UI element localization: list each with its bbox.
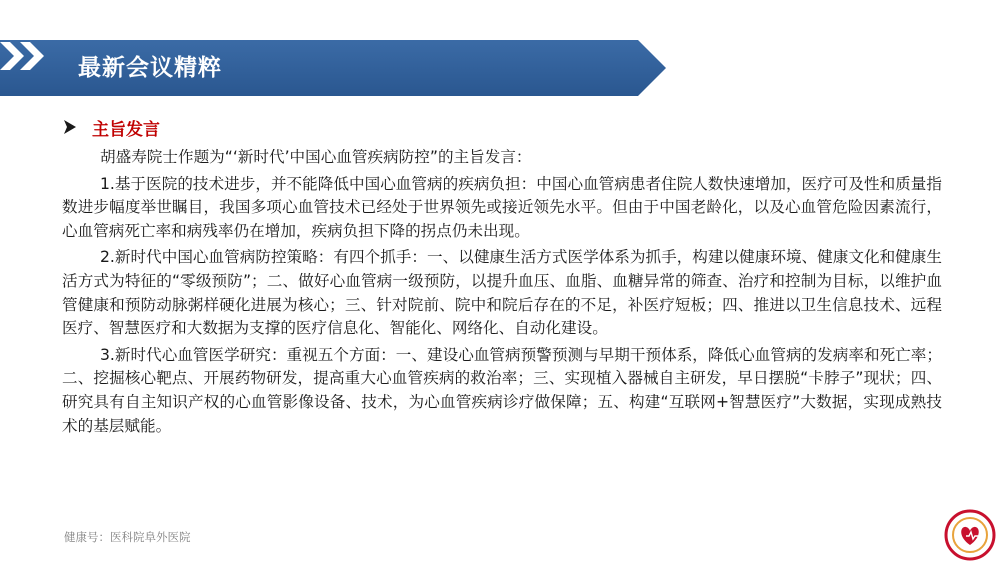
header-banner — [0, 40, 666, 96]
page-title: 最新会议精粹 — [78, 55, 222, 81]
footer-source: 健康号：医科院阜外医院 — [64, 530, 191, 544]
arrow-right-bullet-icon — [64, 120, 76, 134]
point-3-paragraph: 3.新时代心血管医学研究：重视五个方面：一、建设心血管病预警预测与早期干预体系，降低心血管病的发病率和死亡率；二、挖掘核心靶点、开展药物研发，提高重大心血管疾病的救治率；三、实现植入器械自主研发，早日摆脱“卡脖子”现状；四、研究具有自主知识产权的心血管影像设备、技术，为心血管疾病诊疗做保障；五、构建“互联网+智慧医疗”大数据，实现成熟技术的基层赋能。 — [62, 345, 942, 435]
section-heading — [64, 113, 160, 141]
point-1-paragraph: 1.基于医院的技术进步，并不能降低中国心血管病的疾病负担：中国心血管病患者住院人数快速增加，医疗可及性和质量指数进步幅度举世瞩目，我国多项心血管技术已经处于世界领先或接近领先水平。但由于中国老龄化，以及心血管危险因素流行，心血管病死亡率和病残率仍在增加，疾病负担下降的拐点仍未出现。 — [62, 174, 942, 240]
speech-content — [62, 146, 942, 441]
double-chevron-right-icon — [0, 40, 52, 72]
hospital-heart-seal-icon — [944, 509, 996, 561]
intro-paragraph: 胡盛寿院士作题为“‘新时代’中国心血管疾病防控”的主旨发言： — [100, 148, 532, 166]
point-2-paragraph: 2.新时代中国心血管病防控策略：有四个抓手：一、以健康生活方式医学体系为抓手，构建以健康环境、健康文化和健康生活方式为特征的“零级预防”；二、做好心血管病一级预防，以提升血压、血脂、血糖异常的筛查、治疗和控制为目标，以维护血管健康和预防动脉粥样硬化进展为核心；三、针对院前、院中和院后存在的不足，补医疗短板；四、推进以卫生信息技术、远程医疗、智慧医疗和大数据为支撑的医疗信息化、智能化、网络化、自动化建设。 — [62, 248, 942, 338]
section-title: 主旨发言 — [92, 119, 160, 140]
